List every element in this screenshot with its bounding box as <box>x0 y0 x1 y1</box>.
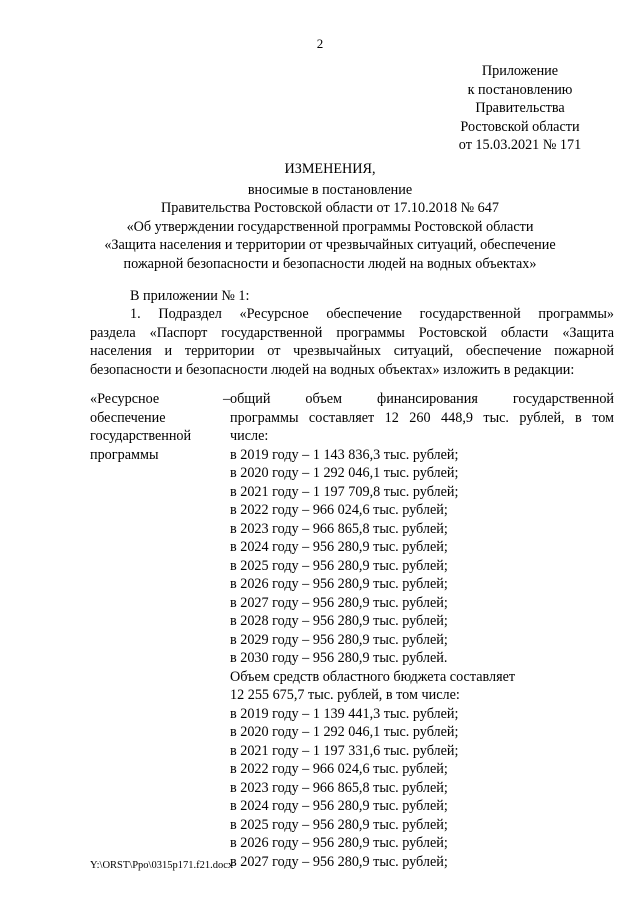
table-left-line: обеспечение <box>90 409 166 426</box>
total-line: числе: <box>230 428 269 444</box>
total-years-list <box>230 446 614 668</box>
appendix-line: к постановлению <box>467 81 573 98</box>
table-left-line: программы <box>90 446 159 463</box>
item-paragraph <box>90 305 614 379</box>
heading-line: Правительства Ростовской области от 17.10.2018 № 647 <box>161 200 499 216</box>
appendix-line: Правительства <box>475 100 565 116</box>
year-line: в 2023 году – 966 865,8 тыс. рублей; <box>230 779 448 796</box>
year-line: в 2027 году – 956 280,9 тыс. рублей; <box>230 594 448 611</box>
regional-line: 12 255 675,7 тыс. рублей, в том числе: <box>230 687 460 703</box>
year-line: в 2021 году – 1 197 709,8 тыс. рублей; <box>230 483 459 500</box>
year-line: в 2022 году – 966 024,6 тыс. рублей; <box>230 761 448 777</box>
year-line: в 2028 году – 956 280,9 тыс. рублей; <box>230 613 448 629</box>
year-line: в 2024 году – 956 280,9 тыс. рублей; <box>230 539 448 555</box>
appendix-line: Приложение <box>481 63 559 79</box>
table-left-cell <box>90 390 218 464</box>
year-line: в 2030 году – 956 280,9 тыс. рублей. <box>230 650 448 666</box>
regional-line: Объем средств областного бюджета составляет <box>230 668 516 685</box>
table-left-line: государственной <box>90 428 192 444</box>
year-line: в 2020 году – 1 292 046,1 тыс. рублей; <box>230 465 459 481</box>
regional-years-list <box>230 705 614 872</box>
year-line: в 2026 году – 956 280,9 тыс. рублей; <box>230 835 448 851</box>
year-line: в 2025 году – 956 280,9 тыс. рублей; <box>230 557 448 574</box>
document-heading <box>90 160 570 273</box>
item-line: населения и территории от чрезвычайных ситуаций, обеспечение пожарной <box>90 343 614 359</box>
item-line: 1. Подраздел «Ресурсное обеспечение государственной программы» <box>130 306 614 322</box>
year-line: в 2019 году – 1 143 836,3 тыс. рублей; <box>230 446 459 463</box>
page-number: 2 <box>316 36 324 51</box>
total-line: программы составляет 12 260 448,9 тыс. рублей, в том <box>230 409 614 426</box>
year-line: в 2029 году – 956 280,9 тыс. рублей; <box>230 631 448 648</box>
intro-text: В приложении № 1: <box>130 288 250 304</box>
appendix-block <box>430 62 610 155</box>
heading-line: «Об утверждении государственной программы Ростовской области <box>126 218 534 235</box>
table-right-cell <box>230 390 614 871</box>
appendix-line: Ростовской области <box>460 118 580 135</box>
heading-title: ИЗМЕНЕНИЯ, <box>284 161 376 177</box>
year-line: в 2023 году – 966 865,8 тыс. рублей; <box>230 520 448 537</box>
heading-line: пожарной безопасности и безопасности людей на водных объектах» <box>123 255 537 272</box>
intro-paragraph <box>90 287 614 306</box>
year-line: в 2019 году – 1 139 441,3 тыс. рублей; <box>230 705 459 722</box>
year-line: в 2024 году – 956 280,9 тыс. рублей; <box>230 798 448 814</box>
year-line: в 2022 году – 966 024,6 тыс. рублей; <box>230 502 448 518</box>
year-line: в 2021 году – 1 197 331,6 тыс. рублей; <box>230 742 459 759</box>
year-line: в 2027 году – 956 280,9 тыс. рублей; <box>230 853 448 870</box>
heading-line: «Защита населения и территории от чрезвычайных ситуаций, обеспечение <box>104 237 556 253</box>
file-path-footer: Y:\ORST\Ppo\0315p171.f21.docx <box>90 860 234 871</box>
total-line: общий объем финансирования государственной <box>230 391 614 407</box>
item-line: безопасности и безопасности людей на водных объектах» изложить в редакции: <box>90 361 575 378</box>
table-dash: – <box>223 391 231 407</box>
item-line: раздела «Паспорт государственной программы Ростовской области «Защита <box>90 324 614 341</box>
year-line: в 2025 году – 956 280,9 тыс. рублей; <box>230 816 448 833</box>
year-line: в 2026 году – 956 280,9 тыс. рублей; <box>230 576 448 592</box>
table-left-line: «Ресурсное <box>90 391 160 407</box>
appendix-line: от 15.03.2021 № 171 <box>458 137 582 153</box>
year-line: в 2020 году – 1 292 046,1 тыс. рублей; <box>230 724 459 740</box>
heading-line: вносимые в постановление <box>247 181 413 198</box>
